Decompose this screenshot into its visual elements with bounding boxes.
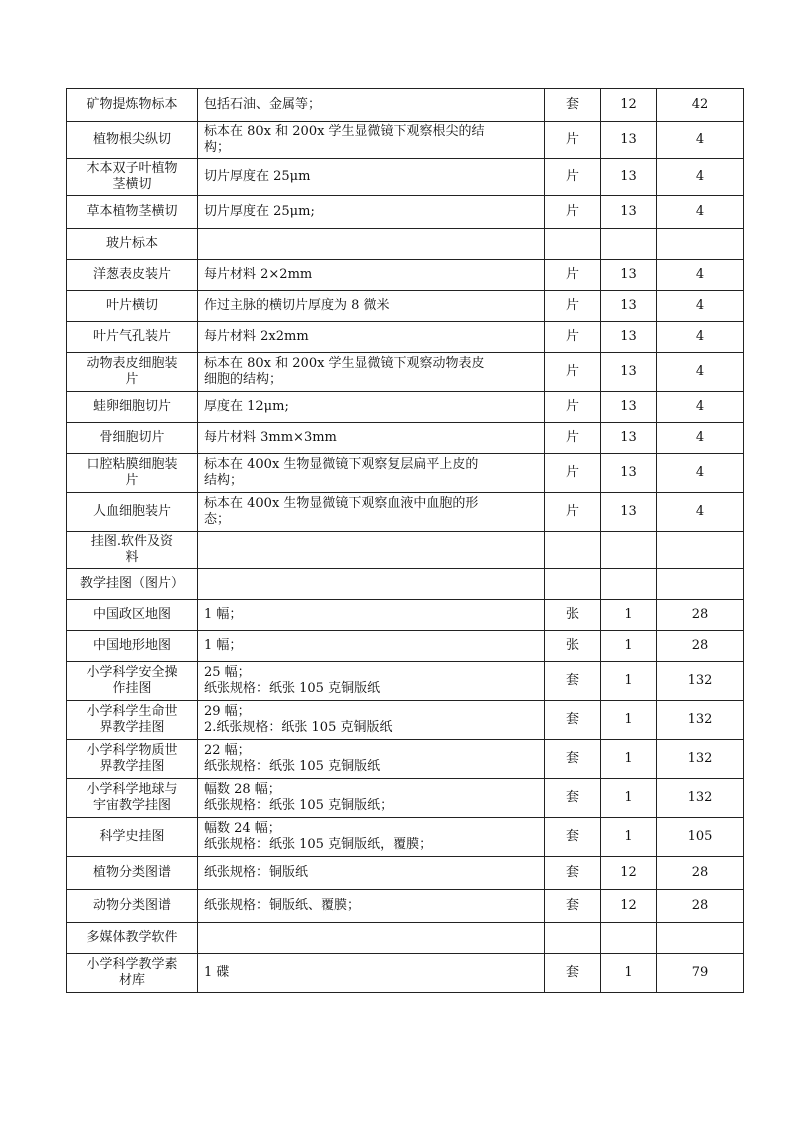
item-name-cell (67, 923, 198, 954)
item-unit-cell: 套 (545, 890, 601, 923)
item-name-line: 植物分类图谱 (92, 865, 171, 880)
item-quantity-cell: 1 (601, 740, 657, 779)
item-unit-cell (545, 569, 601, 600)
item-quantity-cell: 12 (601, 857, 657, 890)
item-spec-line: 25 幅； (204, 665, 251, 680)
item-name-line: 蛙卵细胞切片 (92, 399, 171, 414)
item-quantity-cell: 13 (601, 159, 657, 196)
table-row (67, 260, 744, 291)
table-row (67, 322, 744, 353)
item-spec-line: 纸张规格：铜版纸、覆膜； (204, 898, 361, 913)
item-unit-cell: 套 (545, 740, 601, 779)
table-row (67, 857, 744, 890)
item-price-cell: 4 (657, 353, 744, 392)
item-name-cell (67, 954, 198, 993)
item-name-line: 洋葱表皮装片 (92, 267, 171, 282)
table-row (67, 779, 744, 818)
item-price-cell: 28 (657, 857, 744, 890)
item-name-line: 骨细胞切片 (99, 430, 165, 445)
item-name-line: 口腔粘膜细胞装 (86, 457, 178, 472)
item-quantity-cell (601, 229, 657, 260)
item-spec-line: 纸张规格：铜版纸 (204, 865, 309, 880)
item-spec-line: 纸张规格：纸张 105 克铜版纸 (204, 759, 381, 774)
item-name-cell (67, 260, 198, 291)
item-name-line: 植物根尖纵切 (92, 132, 171, 147)
item-spec-line: 纸张规格：纸张 105 克铜版纸； (204, 798, 394, 813)
section-row (67, 569, 744, 600)
item-name-line: 人血细胞装片 (92, 504, 171, 519)
item-name-line: 科学史挂图 (99, 829, 165, 844)
item-spec-cell (198, 818, 545, 857)
item-price-cell: 132 (657, 701, 744, 740)
item-spec-line: 1 幅； (204, 607, 243, 622)
item-name-line: 界教学挂图 (99, 759, 165, 774)
item-spec-cell (198, 569, 545, 600)
item-unit-cell: 片 (545, 423, 601, 454)
item-price-cell (657, 923, 744, 954)
item-spec-line: 态； (204, 512, 231, 527)
item-unit-cell: 套 (545, 662, 601, 701)
item-spec-line: 细胞的结构； (204, 372, 283, 387)
item-quantity-cell: 1 (601, 600, 657, 631)
item-spec-line: 纸张规格：纸张 105 克铜版纸，覆膜； (204, 837, 433, 852)
item-spec-line: 构； (204, 140, 231, 155)
item-unit-cell: 片 (545, 353, 601, 392)
item-quantity-cell: 13 (601, 423, 657, 454)
item-unit-cell: 片 (545, 493, 601, 532)
item-spec-line: 标本在 400x 生物显微镜下观察复层扁平上皮的 (204, 457, 479, 472)
item-spec-cell (198, 423, 545, 454)
item-spec-cell (198, 631, 545, 662)
item-name-line: 草本植物茎横切 (86, 204, 178, 219)
item-name-cell (67, 291, 198, 322)
item-spec-cell (198, 260, 545, 291)
item-name-cell (67, 631, 198, 662)
item-name-line: 作挂图 (112, 681, 152, 696)
item-name-cell (67, 392, 198, 423)
item-spec-line: 标本在 400x 生物显微镜下观察血液中血胞的形 (204, 496, 479, 511)
item-spec-cell (198, 954, 545, 993)
item-name-cell (67, 159, 198, 196)
item-spec-line: 幅数 28 幅； (204, 782, 281, 797)
item-price-cell: 132 (657, 662, 744, 701)
table-row (67, 122, 744, 159)
item-price-cell (657, 532, 744, 569)
item-name-line: 矿物提炼物标本 (86, 97, 178, 112)
item-unit-cell: 片 (545, 392, 601, 423)
table-row (67, 423, 744, 454)
item-name-cell (67, 322, 198, 353)
table-row (67, 954, 744, 993)
section-row (67, 229, 744, 260)
item-quantity-cell: 13 (601, 353, 657, 392)
table-row (67, 392, 744, 423)
item-price-cell: 4 (657, 392, 744, 423)
item-spec-line: 作过主脉的横切片厚度为 8 微米 (204, 298, 390, 313)
item-spec-line: 包括石油、金属等； (204, 97, 322, 112)
item-name-line: 动物分类图谱 (92, 898, 171, 913)
item-price-cell: 4 (657, 291, 744, 322)
table-row (67, 701, 744, 740)
item-unit-cell: 套 (545, 954, 601, 993)
item-unit-cell (545, 229, 601, 260)
item-price-cell: 132 (657, 779, 744, 818)
item-spec-cell (198, 322, 545, 353)
item-name-line: 小学科学教学素 (86, 957, 178, 972)
item-spec-cell (198, 701, 545, 740)
table-row (67, 353, 744, 392)
item-price-cell: 4 (657, 454, 744, 493)
item-spec-line: 每片材料 2x2mm (204, 329, 309, 344)
item-price-cell (657, 229, 744, 260)
item-quantity-cell (601, 532, 657, 569)
item-spec-cell (198, 122, 545, 159)
item-name-line: 小学科学安全操 (86, 665, 178, 680)
item-name-line: 料 (125, 550, 139, 565)
item-quantity-cell (601, 923, 657, 954)
item-unit-cell: 片 (545, 454, 601, 493)
table-row (67, 493, 744, 532)
table-row (67, 454, 744, 493)
item-spec-cell (198, 291, 545, 322)
item-quantity-cell: 1 (601, 818, 657, 857)
item-price-cell: 4 (657, 322, 744, 353)
item-spec-line: 切片厚度在 25μm; (204, 204, 315, 219)
item-name-line: 中国地形地图 (92, 638, 171, 653)
item-quantity-cell: 12 (601, 890, 657, 923)
item-quantity-cell: 13 (601, 291, 657, 322)
item-quantity-cell: 13 (601, 493, 657, 532)
item-quantity-cell: 13 (601, 260, 657, 291)
item-name-cell (67, 662, 198, 701)
item-price-cell: 105 (657, 818, 744, 857)
item-unit-cell: 套 (545, 701, 601, 740)
item-name-line: 叶片横切 (105, 298, 158, 313)
item-quantity-cell: 1 (601, 662, 657, 701)
item-name-cell (67, 701, 198, 740)
item-name-line: 材库 (118, 973, 145, 988)
item-spec-cell (198, 493, 545, 532)
item-name-line: 玻片标本 (105, 236, 158, 251)
item-price-cell: 79 (657, 954, 744, 993)
item-name-cell (67, 353, 198, 392)
table-row (67, 740, 744, 779)
item-price-cell: 4 (657, 159, 744, 196)
table-row (67, 818, 744, 857)
item-spec-line: 每片材料 2×2mm (204, 267, 313, 282)
item-spec-cell (198, 662, 545, 701)
item-unit-cell: 套 (545, 89, 601, 122)
item-quantity-cell: 1 (601, 954, 657, 993)
item-name-cell (67, 569, 198, 600)
item-spec-cell (198, 532, 545, 569)
table-row (67, 631, 744, 662)
item-name-cell (67, 779, 198, 818)
item-unit-cell: 套 (545, 779, 601, 818)
item-name-cell (67, 532, 198, 569)
item-price-cell: 4 (657, 260, 744, 291)
item-name-cell (67, 857, 198, 890)
item-spec-cell (198, 600, 545, 631)
table-row (67, 159, 744, 196)
item-name-line: 小学科学生命世 (86, 704, 178, 719)
item-spec-line: 标本在 80x 和 200x 学生显微镜下观察根尖的结 (204, 124, 485, 139)
item-spec-line: 1 碟 (204, 965, 230, 980)
item-name-line: 界教学挂图 (99, 720, 165, 735)
item-name-line: 动物表皮细胞装 (86, 356, 178, 371)
item-name-line: 宇宙教学挂图 (92, 798, 171, 813)
item-unit-cell: 片 (545, 260, 601, 291)
table-row (67, 662, 744, 701)
item-unit-cell: 片 (545, 196, 601, 229)
item-name-line: 多媒体教学软件 (86, 930, 178, 945)
item-unit-cell: 张 (545, 631, 601, 662)
item-spec-cell (198, 779, 545, 818)
item-name-line: 木本双子叶植物 (86, 161, 178, 176)
item-spec-line: 29 幅； (204, 704, 251, 719)
item-name-cell (67, 740, 198, 779)
section-row (67, 923, 744, 954)
item-price-cell: 4 (657, 122, 744, 159)
item-quantity-cell: 1 (601, 779, 657, 818)
item-quantity-cell: 13 (601, 322, 657, 353)
item-name-cell (67, 493, 198, 532)
item-spec-cell (198, 857, 545, 890)
table-row (67, 890, 744, 923)
item-name-cell (67, 818, 198, 857)
item-name-line: 叶片气孔装片 (92, 329, 171, 344)
item-spec-line: 标本在 80x 和 200x 学生显微镜下观察动物表皮 (204, 356, 485, 371)
item-quantity-cell: 1 (601, 631, 657, 662)
item-spec-line: 幅数 24 幅； (204, 821, 281, 836)
item-quantity-cell: 12 (601, 89, 657, 122)
item-unit-cell (545, 532, 601, 569)
item-unit-cell: 片 (545, 322, 601, 353)
item-price-cell: 4 (657, 196, 744, 229)
item-quantity-cell: 13 (601, 454, 657, 493)
item-spec-cell (198, 159, 545, 196)
item-price-cell: 28 (657, 600, 744, 631)
table-body (67, 89, 744, 993)
item-spec-line: 2.纸张规格：纸张 105 克铜版纸 (204, 720, 393, 735)
item-spec-cell (198, 229, 545, 260)
item-name-line: 茎横切 (112, 177, 152, 192)
item-price-cell: 42 (657, 89, 744, 122)
item-unit-cell: 片 (545, 159, 601, 196)
item-unit-cell: 套 (545, 857, 601, 890)
item-spec-line: 纸张规格：纸张 105 克铜版纸 (204, 681, 381, 696)
item-unit-cell (545, 923, 601, 954)
item-unit-cell: 套 (545, 818, 601, 857)
item-name-cell (67, 122, 198, 159)
item-spec-cell (198, 923, 545, 954)
item-price-cell: 28 (657, 890, 744, 923)
equipment-table (66, 88, 744, 993)
item-price-cell: 4 (657, 423, 744, 454)
item-unit-cell: 片 (545, 291, 601, 322)
section-row (67, 532, 744, 569)
item-name-cell (67, 196, 198, 229)
item-name-line: 挂图.软件及资 (90, 534, 174, 549)
item-quantity-cell: 13 (601, 122, 657, 159)
item-spec-line: 每片材料 3mm×3mm (204, 430, 337, 445)
item-price-cell: 4 (657, 493, 744, 532)
item-spec-cell (198, 89, 545, 122)
item-name-cell (67, 423, 198, 454)
item-name-cell (67, 229, 198, 260)
item-spec-line: 1 幅； (204, 638, 243, 653)
item-spec-line: 结构； (204, 473, 244, 488)
item-quantity-cell: 13 (601, 392, 657, 423)
item-price-cell: 28 (657, 631, 744, 662)
item-name-line: 小学科学地球与 (86, 782, 178, 797)
item-quantity-cell: 13 (601, 196, 657, 229)
item-name-cell (67, 890, 198, 923)
item-name-cell (67, 600, 198, 631)
item-name-line: 小学科学物质世 (86, 743, 178, 758)
item-spec-cell (198, 353, 545, 392)
table-row (67, 291, 744, 322)
item-spec-cell (198, 890, 545, 923)
item-spec-line: 切片厚度在 25μm (204, 169, 311, 184)
item-name-line: 片 (125, 372, 139, 387)
item-spec-cell (198, 454, 545, 493)
item-spec-line: 厚度在 12μm; (204, 399, 289, 414)
item-quantity-cell: 1 (601, 701, 657, 740)
item-spec-cell (198, 392, 545, 423)
item-unit-cell: 片 (545, 122, 601, 159)
item-spec-cell (198, 740, 545, 779)
item-name-line: 片 (125, 473, 139, 488)
item-spec-line: 22 幅； (204, 743, 251, 758)
table-row (67, 89, 744, 122)
item-quantity-cell (601, 569, 657, 600)
item-name-line: 中国政区地图 (92, 607, 171, 622)
item-name-cell (67, 454, 198, 493)
item-name-line: 教学挂图（图片） (79, 576, 184, 591)
item-spec-cell (198, 196, 545, 229)
item-name-cell (67, 89, 198, 122)
item-unit-cell: 张 (545, 600, 601, 631)
table-row (67, 196, 744, 229)
item-price-cell (657, 569, 744, 600)
table-row (67, 600, 744, 631)
item-price-cell: 132 (657, 740, 744, 779)
